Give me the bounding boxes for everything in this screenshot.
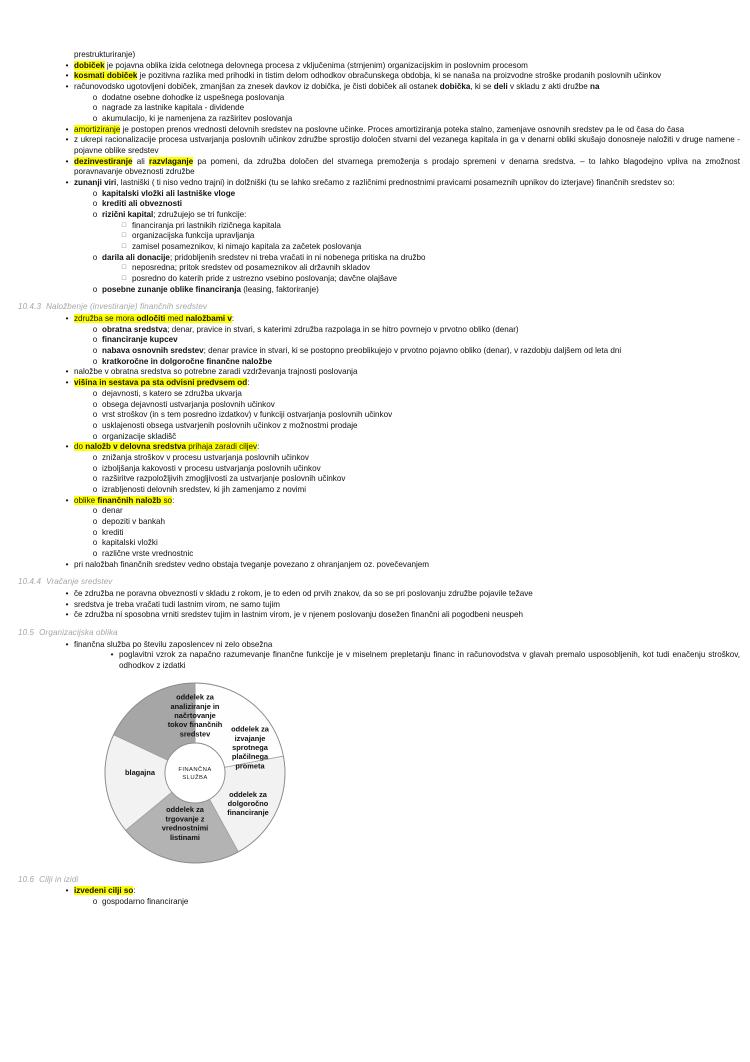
highlighted-text: višina in sestava pa sta odvisni predvsem od (74, 378, 248, 388)
list-item (10, 496, 740, 507)
list-bullet-marker: o (92, 103, 98, 113)
list-bullet-marker: • (65, 378, 69, 388)
list-item-text (74, 367, 740, 378)
list-bullet-marker: • (65, 82, 69, 92)
list-item (10, 335, 740, 346)
pie-center-label: FINANČNA (178, 766, 212, 773)
list-item (10, 538, 740, 549)
pie-slice-label: plačilnega (231, 751, 269, 761)
list-bullet-marker: o (92, 284, 98, 294)
list-item-text (102, 357, 740, 368)
list-bullet-marker: o (92, 452, 98, 462)
pie-slice-label: dolgoročno (227, 798, 269, 808)
list-item-text (74, 496, 740, 507)
list-item-text (102, 464, 740, 475)
list-item-text (102, 346, 740, 357)
list-bullet-marker: • (65, 178, 69, 188)
list-bullet-marker: o (92, 388, 98, 398)
list-item (10, 886, 740, 897)
list-item-text (74, 378, 740, 389)
list-item-text (102, 485, 740, 496)
highlighted-text: amortiziranje (74, 124, 121, 134)
section-10-4-3-list (10, 314, 740, 570)
list-item-text (102, 199, 740, 210)
text-run: usklajenosti obsega ustvarjenih poslovnih učinkov z možnostmi prodaje (102, 420, 358, 430)
text-run: kapitalski vložki ali lastniške vloge (102, 188, 236, 198)
list-item (10, 103, 740, 114)
list-item (10, 263, 740, 274)
list-bullet-marker: □ (121, 221, 127, 229)
text-run: obratna sredstva (102, 324, 168, 334)
section-heading-10-6 (18, 875, 740, 886)
text-run: organizacijska funkcija upravljanja (132, 231, 255, 241)
text-run: deli (493, 82, 508, 92)
list-item-text (102, 210, 740, 221)
text-run: različne vrste vrednostnic (102, 548, 194, 558)
text-run: nabava osnovnih sredstev (102, 346, 204, 356)
text-run: krediti (102, 527, 124, 537)
text-run: organizacije skladišč (102, 431, 177, 441)
list-item (10, 242, 740, 253)
list-item (10, 231, 740, 242)
list-item-text (102, 285, 740, 296)
highlighted-text: naložb v delovna sredstva (85, 442, 187, 452)
list-bullet-marker: • (65, 886, 69, 896)
top-fragment-text: prestrukturiranje) (74, 50, 136, 59)
list-item-text (102, 538, 740, 549)
list-item-text (74, 560, 740, 571)
list-item (10, 178, 740, 189)
list-item (10, 600, 740, 611)
pie-slice-label: financiranje (227, 807, 269, 817)
list-bullet-marker: □ (121, 275, 127, 283)
list-item (10, 453, 740, 464)
pie-slice-label: prometa (235, 761, 265, 771)
text-run: izboljšanja kakovosti v procesu ustvarjanja poslovnih učinkov (102, 463, 321, 473)
list-bullet-marker: o (92, 199, 98, 209)
list-bullet-marker: o (92, 538, 98, 548)
list-item (10, 253, 740, 264)
list-bullet-marker: o (92, 527, 98, 537)
list-item (10, 210, 740, 221)
text-run: ; pridobljenih sredstev ni treba vračati in ni nobenega pritiska na družbo (169, 252, 426, 262)
list-item-text (74, 135, 740, 156)
pie-slice-label: oddelek za (176, 692, 214, 702)
text-run: kratkoročne in dolgoročne finančne naložbe (102, 356, 272, 366)
list-bullet-marker: □ (121, 232, 127, 240)
list-item-text (74, 640, 740, 651)
list-bullet-marker: • (65, 156, 69, 166)
list-item-text (102, 549, 740, 560)
pie-slice-label: sredstev (179, 729, 211, 739)
list-item-text (74, 886, 740, 897)
pie-slice-label: listinami (170, 832, 200, 842)
text-run: je pozitivna razlika med prihodki in tistim delom odhodkov obračunskega obdobja, ki se nanaša na proizvodne stroške prodanih poslovnih učinkov (137, 71, 662, 81)
text-run: darila ali donacije (102, 252, 170, 262)
text-run: : (257, 442, 260, 452)
list-item-text (74, 61, 740, 72)
text-run: če združba ne poravna obveznosti v skladu z rokom, je to eden od prvih znakov, da so se pri poslovanju združbe pojavile težave (74, 588, 533, 598)
text-run: , lastniški ( ti niso vedno trajni) in dolžniški (tu se lahko srečamo z različnimi prednostnimi pravicami posameznih upnikov do izterjave) finančnih sredstev so: (116, 178, 675, 188)
list-item-text (102, 506, 740, 517)
text-run: nagrade za lastnike kapitala - dividende (102, 103, 245, 113)
text-run: poglavitni vzrok za napačno razumevanje finančne funkcije je v miselnem prepletanju financ in računovodstva v glavah premalo usposobljenih, kot tudi enačenju stroškov, odhodkov z izdatki (119, 650, 740, 670)
main-bullet-list (10, 61, 740, 296)
list-bullet-marker: o (92, 484, 98, 494)
list-item-text (102, 335, 740, 346)
text-run: posebne zunanje oblike financiranja (102, 284, 241, 294)
highlighted-text: izvedeni cilji so (74, 886, 134, 896)
text-run: (leasing, faktoriranje) (240, 284, 319, 294)
text-run: dodatne osebne dohodke iz uspešnega poslovanja (102, 92, 285, 102)
list-item-text (102, 453, 740, 464)
highlighted-text: naložbami v (185, 314, 232, 324)
section-10-5-list (10, 640, 740, 672)
list-bullet-marker: o (92, 335, 98, 345)
list-bullet-marker: o (92, 210, 98, 220)
pie-slice-label: blagajna (125, 767, 155, 777)
list-item (10, 325, 740, 336)
text-run: gospodarno financiranje (102, 896, 189, 906)
pie-slice-label: oddelek za (231, 724, 269, 734)
list-item-text (102, 474, 740, 485)
highlighted-text: med (165, 314, 186, 324)
list-item (10, 367, 740, 378)
list-item-text (132, 263, 740, 274)
list-item (10, 640, 740, 651)
text-run: denar (102, 506, 123, 516)
financna-sluzba-pie-diagram (82, 678, 317, 868)
text-run: pri naložbah finančnih sredstev vedno obstaja tveganje povezano z ohranjanjem oz. povečevanjem (74, 559, 430, 569)
text-run: zamisel posameznikov, ki nimajo kapitala za začetek poslovanja (132, 242, 362, 252)
list-bullet-marker: • (110, 650, 114, 660)
text-run: zunanji viri (74, 178, 117, 188)
list-item-text (74, 178, 740, 189)
list-item (10, 285, 740, 296)
list-bullet-marker: • (65, 610, 69, 620)
list-item (10, 506, 740, 517)
section-heading-10-5 (18, 628, 740, 639)
list-bullet-marker: o (92, 114, 98, 124)
list-bullet-marker: • (65, 639, 69, 649)
list-item-text (74, 71, 740, 82)
list-bullet-marker: • (65, 367, 69, 377)
section-title: Cilji in izidi (39, 874, 79, 884)
list-item-text (74, 157, 740, 178)
text-run: dejavnosti, s katero se združba ukvarja (102, 388, 242, 398)
list-bullet-marker: o (92, 410, 98, 420)
list-bullet-marker: □ (121, 264, 127, 272)
text-run: rizični kapital (102, 210, 154, 220)
section-number: 10.6 (18, 874, 35, 884)
section-10-6-list (10, 886, 740, 907)
pie-slice-label: izvajanje (234, 733, 266, 743)
text-run: je pojavna oblika izida celotnega delovnega procesa z vključenima (strnjenim) organizacijskim in poslovnim procesom (104, 60, 528, 70)
list-item-text (74, 600, 740, 611)
list-item (10, 421, 740, 432)
section-10-4-4-list (10, 589, 740, 621)
text-run: ; denar pravice in stvari, ki se postopno preoblikujejo v prvotno pojavno obliko (denar), v razdobju daljšem od leta dni (203, 346, 622, 356)
list-bullet-marker: • (65, 599, 69, 609)
text-run: finančna služba po številu zaposlencev ni zelo obsežna (74, 639, 273, 649)
text-run: ; denar, pravice in stvari, s katerimi združba razpolaga in se hitro povrnejo v prvotno obliko (denar) (167, 324, 519, 334)
list-bullet-marker: o (92, 474, 98, 484)
pie-slice-label: načrtovanje (174, 710, 216, 720)
list-item (10, 589, 740, 600)
section-number: 10.4.4 (18, 577, 42, 587)
list-item (10, 82, 740, 93)
text-run: obsega dejavnosti ustvarjanja poslovnih učinkov (102, 399, 275, 409)
section-title: Naložbenje (investiranje) finančnih sredstev (46, 302, 208, 312)
pie-slice-label: oddelek za (166, 804, 204, 814)
text-run: pa pomeni, da združba določen del stvarnega premoženja s prodajo spremeni v denarna sredstva. – to lahko blagodejno vpliva na zmožnost poravnavanje obveznosti združbe (74, 156, 740, 177)
list-item (10, 650, 740, 671)
list-item-text (74, 82, 740, 93)
list-bullet-marker: o (92, 399, 98, 409)
list-item-text (102, 189, 740, 200)
list-bullet-marker: o (92, 356, 98, 366)
list-bullet-marker: • (65, 60, 69, 70)
list-item-text (102, 253, 740, 264)
list-item (10, 314, 740, 325)
pie-slice-label: sprotnega (232, 742, 268, 752)
text-run: : (133, 886, 136, 896)
list-item (10, 464, 740, 475)
pie-chart-svg (82, 678, 317, 868)
text-run: če združba ni sposobna vrniti sredstev tujim in lastnim virom, je v njenem poslovanju dosežen finančni ali pogodbeni neuspeh (74, 610, 524, 620)
list-item (10, 71, 740, 82)
list-item-text (102, 421, 740, 432)
list-item-text (102, 528, 740, 539)
list-item-text (102, 389, 740, 400)
list-item-text (102, 114, 740, 125)
list-bullet-marker: □ (121, 243, 127, 251)
list-bullet-marker: o (92, 431, 98, 441)
text-run: na (590, 82, 600, 92)
pie-center-hub (165, 743, 225, 803)
list-item (10, 189, 740, 200)
text-run: sredstva je treba vračati tudi lastnim virom, ne samo tujim (74, 599, 281, 609)
list-bullet-marker: o (92, 420, 98, 430)
text-run: razširitve razpoložljivih zmogljivosti za ustvarjanje poslovnih učinkov (102, 474, 346, 484)
list-item (10, 560, 740, 571)
highlighted-text: finančnih naložb (97, 495, 162, 505)
list-item (10, 199, 740, 210)
pie-center-label: SLUŽBA (182, 774, 208, 781)
list-bullet-marker: o (92, 516, 98, 526)
list-bullet-marker: • (65, 135, 69, 145)
pie-slice-label: trgovanje z (165, 814, 205, 824)
list-item-text (102, 410, 740, 421)
list-bullet-marker: • (65, 124, 69, 134)
list-item (10, 378, 740, 389)
list-bullet-marker: o (92, 463, 98, 473)
section-heading-10-4-3 (18, 302, 740, 313)
text-run: : (247, 378, 250, 388)
list-item-text (102, 103, 740, 114)
text-run: kapitalski vložki (102, 538, 158, 548)
text-run: dobička (439, 82, 471, 92)
text-run: izrabljenosti delovnih sredstev, ki jih zamenjamo z novimi (102, 484, 307, 494)
text-run: financiranja pri lastnikih rizičnega kapitala (132, 220, 281, 230)
list-item (10, 517, 740, 528)
pie-slice-label: oddelek za (229, 789, 267, 799)
pie-slice-label: analiziranje in (170, 701, 220, 711)
list-item (10, 114, 740, 125)
highlighted-text: dezinvestiranje (74, 156, 133, 166)
list-bullet-marker: o (92, 548, 98, 558)
list-item-text (74, 589, 740, 600)
list-item-text (132, 242, 740, 253)
list-item (10, 549, 740, 560)
text-run: depoziti v bankah (102, 516, 165, 526)
list-item-text (102, 325, 740, 336)
text-run: neposredna; pritok sredstev od posameznikov ali državnih skladov (132, 263, 370, 273)
text-run: naložbe v obratna sredstva so potrebne zaradi vzdrževanja trajnosti poslovanja (74, 367, 358, 377)
section-heading-10-4-4 (18, 577, 740, 588)
text-run: znižanja stroškov v procesu ustvarjanja poslovnih učinkov (102, 452, 309, 462)
text-run: računovodsko ugotovljeni dobiček, zmanjšan za znesek davkov iz dobička, je čisti dobiček ali ostanek (74, 82, 440, 92)
list-bullet-marker: o (92, 252, 98, 262)
list-bullet-marker: o (92, 506, 98, 516)
list-item (10, 400, 740, 411)
list-item (10, 274, 740, 285)
highlighted-text: odločiti (136, 314, 166, 324)
list-item (10, 442, 740, 453)
list-item-text (74, 610, 740, 621)
text-run: : (172, 495, 175, 505)
text-run: v skladu z akti družbe (507, 82, 591, 92)
list-item-text (74, 125, 740, 136)
list-item (10, 610, 740, 621)
text-run: z ukrepi racionalizacije procesa ustvarjanja poslovnih učinkov združbe sprostijo določen stvarni del vezanega kapitala in ga v denarni obliki skušajo donosneje naložiti v druge namene - pojavne oblike sredstev (74, 135, 740, 156)
list-bullet-marker: • (65, 588, 69, 598)
highlighted-text: oblike (74, 495, 98, 505)
text-run: ali (132, 156, 150, 166)
highlighted-text: dobiček (74, 60, 105, 70)
list-bullet-marker: o (92, 324, 98, 334)
list-item-text (102, 517, 740, 528)
list-item (10, 485, 740, 496)
highlighted-text: razvlaganje (149, 156, 194, 166)
text-run: , ki se (470, 82, 494, 92)
list-bullet-marker: o (92, 346, 98, 356)
list-item (10, 346, 740, 357)
list-item-text (132, 231, 740, 242)
pie-slice-label: vrednostnimi (161, 823, 209, 833)
list-item (10, 897, 740, 908)
list-bullet-marker: o (92, 188, 98, 198)
list-item (10, 389, 740, 400)
text-run: je postopen prenos vrednosti delovnih sredstev na poslovne učinke. Proces amortiziranja poteka stalno, zamenjave osnovnih sredstev pa le od časa do časa (120, 124, 685, 134)
list-item-text (102, 897, 740, 908)
list-item-text (119, 650, 740, 671)
highlighted-text: kosmati dobiček (74, 71, 138, 81)
highlighted-text: so (161, 495, 173, 505)
list-bullet-marker: • (65, 314, 69, 324)
list-item (10, 474, 740, 485)
section-title: Vračanje sredstev (46, 577, 113, 587)
text-run: vrst stroškov (in s tem posredno izdatkov) v funkciji ostvarjanja poslovnih učinkov (102, 410, 393, 420)
text-run: krediti ali obveznosti (102, 199, 183, 209)
list-item-text (132, 274, 740, 285)
list-item (10, 93, 740, 104)
highlighted-text: združba se mora (74, 314, 137, 324)
highlighted-text: prihaja zaradi ciljev (186, 442, 258, 452)
list-item (10, 528, 740, 539)
text-run: financiranje kupcev (102, 335, 178, 345)
text-run: ; združujejo se tri funkcije: (153, 210, 247, 220)
highlighted-text: do (74, 442, 86, 452)
list-item-text (102, 432, 740, 443)
list-item (10, 410, 740, 421)
section-title: Organizacijska oblika (39, 627, 118, 637)
list-item (10, 432, 740, 443)
list-item-text (102, 400, 740, 411)
text-run: posredno do katerih pride z ustrezno vsebino poslovanja; davčne olajšave (132, 274, 398, 284)
pie-slice-label: tokov finančnih (167, 719, 223, 729)
list-item (10, 357, 740, 368)
list-item (10, 221, 740, 232)
section-number: 10.5 (18, 627, 35, 637)
list-bullet-marker: • (65, 559, 69, 569)
list-item-text (74, 442, 740, 453)
section-number: 10.4.3 (18, 302, 42, 312)
list-item (10, 157, 740, 178)
list-bullet-marker: • (65, 442, 69, 452)
list-item-text (132, 221, 740, 232)
text-run: akumulacijo, ki je namenjena za razširitev poslovanja (102, 114, 293, 124)
list-bullet-marker: • (65, 71, 69, 81)
list-bullet-marker: o (92, 896, 98, 906)
top-fragment-row (10, 50, 740, 61)
text-run: : (231, 314, 235, 324)
list-item (10, 61, 740, 72)
list-item-text (102, 93, 740, 104)
list-bullet-marker: • (65, 495, 69, 505)
list-bullet-marker: o (92, 92, 98, 102)
list-item (10, 125, 740, 136)
list-item-text (74, 314, 740, 325)
list-item (10, 135, 740, 156)
